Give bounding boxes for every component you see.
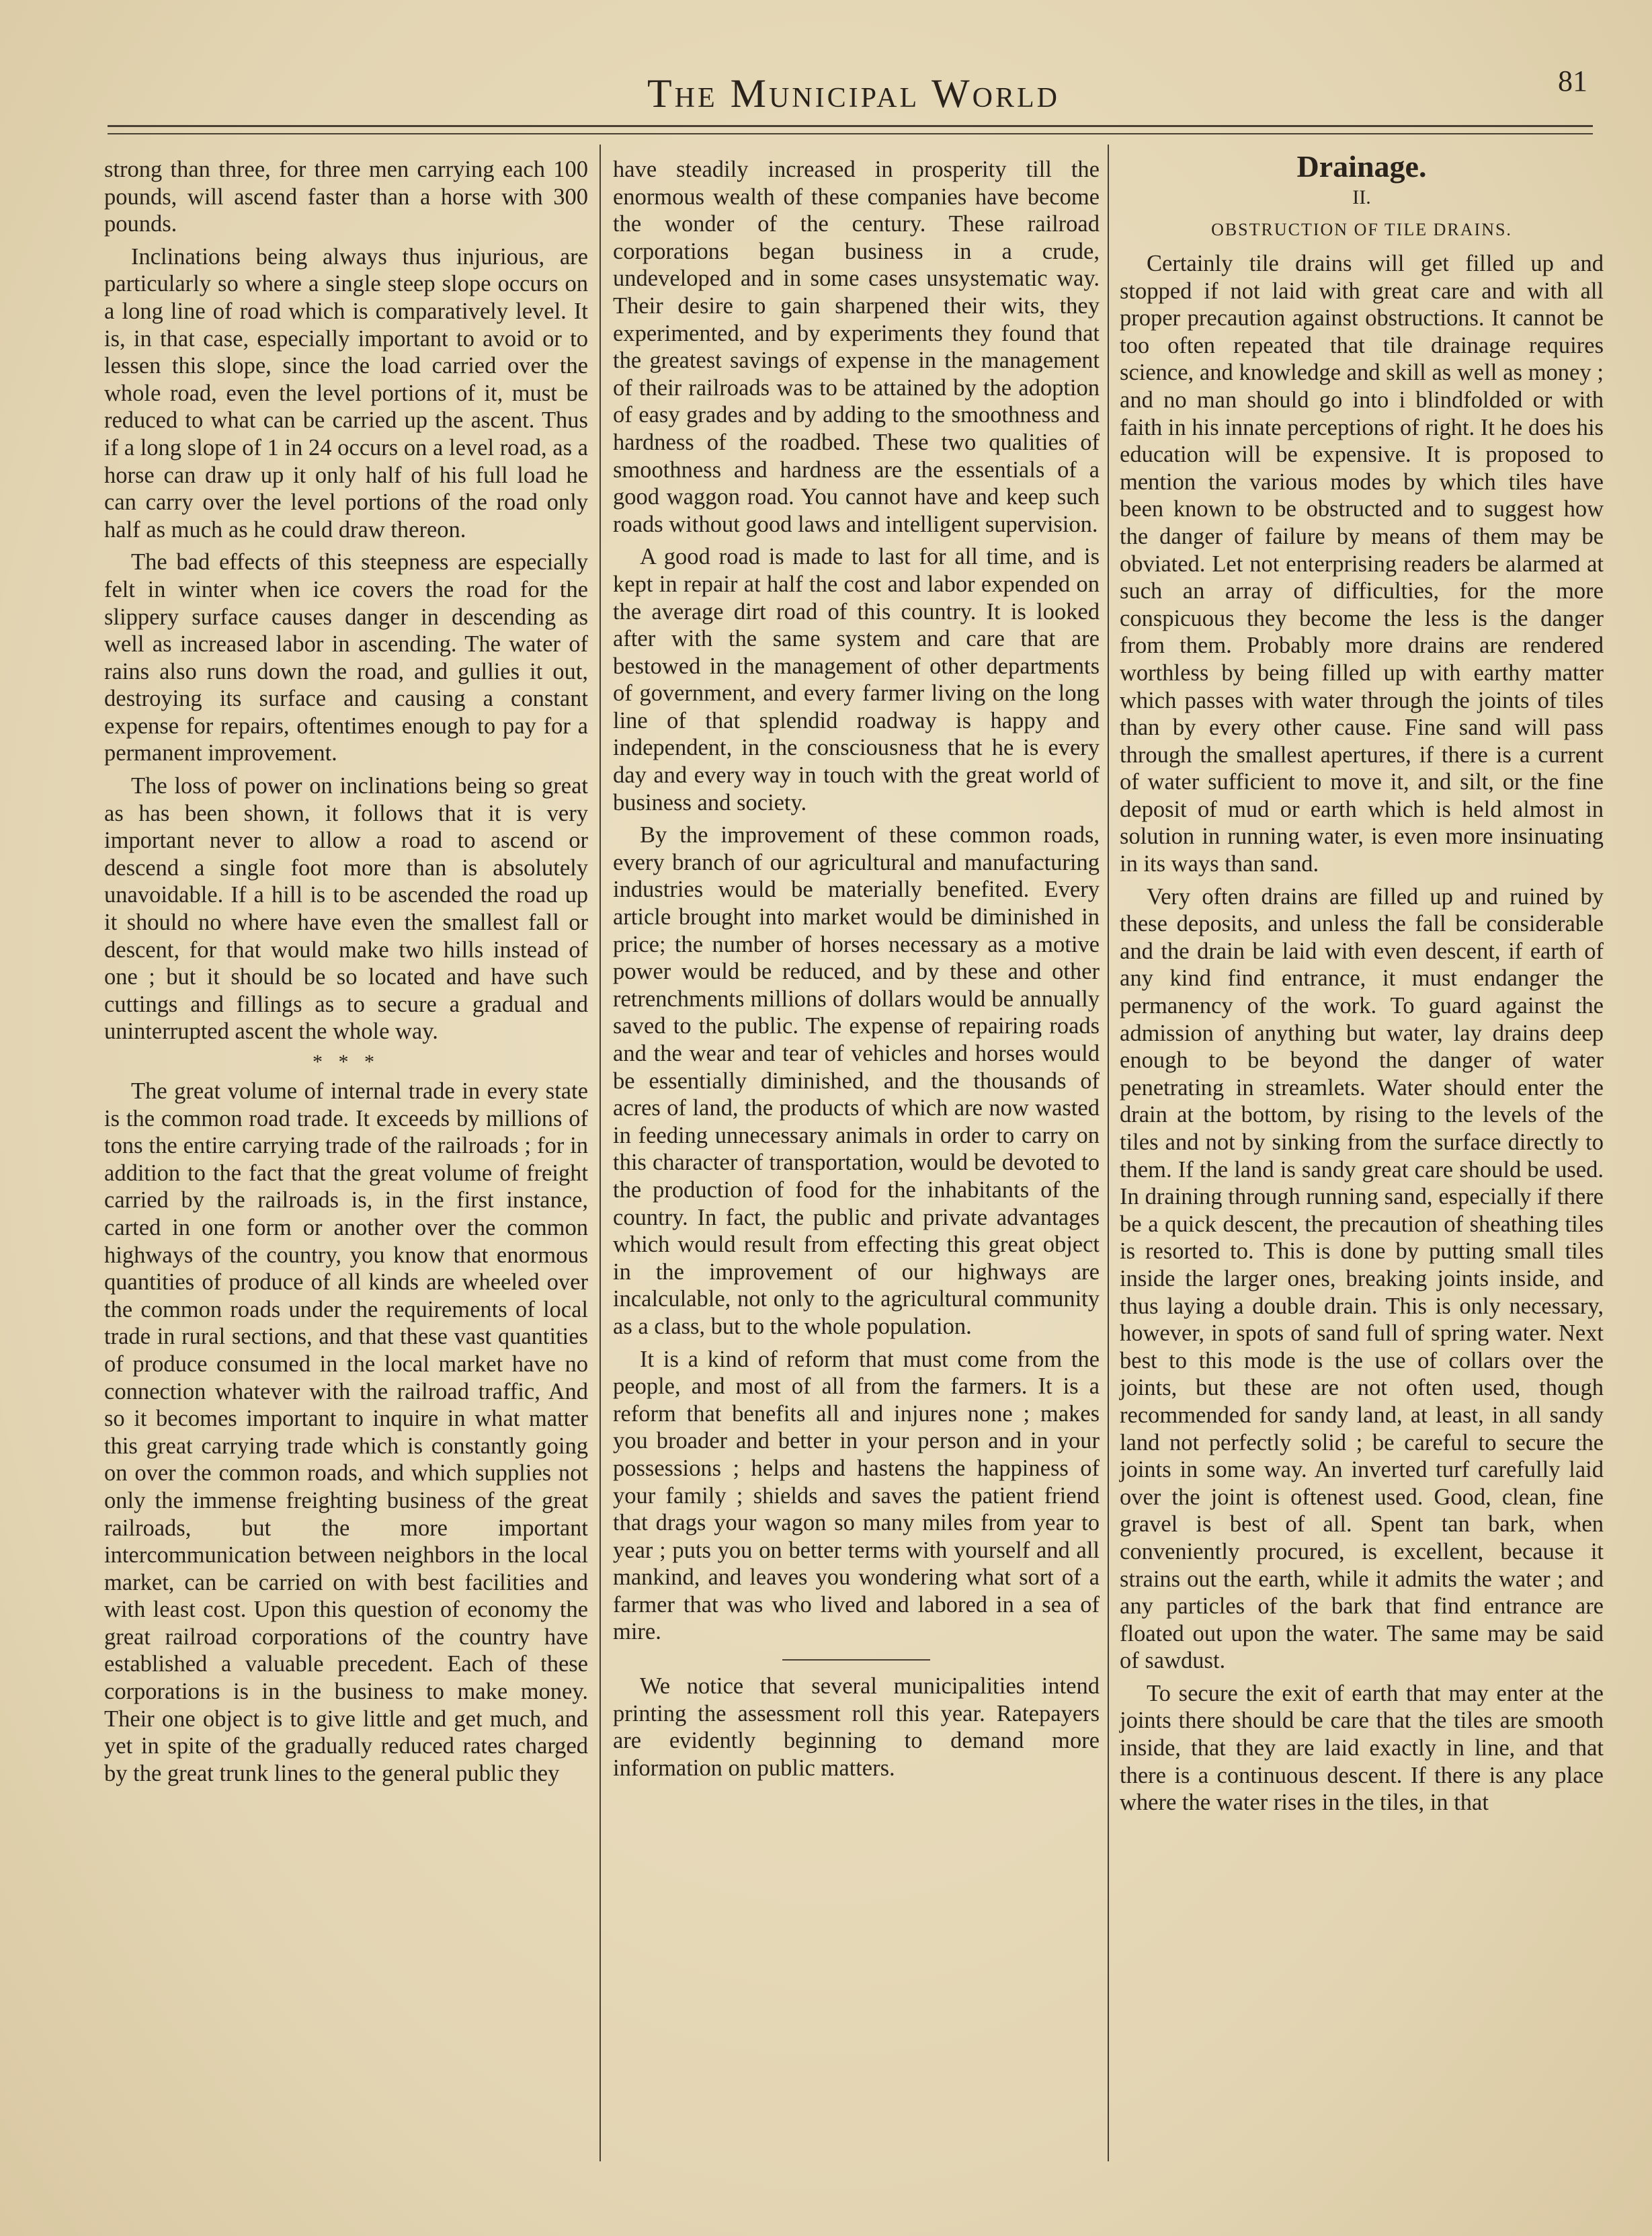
column-right (1120, 149, 1604, 1822)
article-title: Drainage. (1296, 149, 1427, 184)
paragraph: have steadily increased in prosperity till the enormous wealth of these companies have become the wonder of the century. These railroad corporations began business in a crude, undeveloped and in some cases unsystematic way. Their desire to gain sharpened their wits, they experimented, and by experiments they found that the greatest savings of expense in the management of their railroads was to be attained by the adoption of easy grades and by adding to the smoothness and hardness of the roadbed. These two qualities of smoothness and hardness are the essentials of a good waggon road. You cannot have and keep such roads without good laws and intelligent supervision. (613, 157, 1100, 537)
paragraph: Very often drains are filled up and ruined by these deposits, and unless the fall be considerable and the drain be laid with even descent, if earth of any kind find entrance, it must endanger the permanency of the work. To guard against the admission of anything but water, lay drains deep enough to be beyond the danger of water penetrating in streamlets. Water should enter the drain at the bottom, by rising to the levels of the tiles and not by sinking from the surface directly to them. If the land is sandy great care should be used. In draining through running sand, especially if there be a quick descent, the precaution of sheathing tiles is resorted to. This is done by putting small tiles inside the larger ones, breaking joints inside, and thus laying a double drain. This is only necessary, however, in spots of sand full of spring water. Next best to this mode is the use of collars over the joints, but these are not often used, though recommended for sandy land, at least, in all sandy land not perfectly solid ; be careful to secure the joints in some way. An inverted turf carefully laid over the joint is oftenest used. Good, clean, fine gravel is best of all. Spent tan bark, when conveniently procured, is excellent, because it strains out the earth, while it admits the water ; and any particles of the bark that find entrance are floated out upon the water. The same may be said of sawdust. (1120, 883, 1604, 1674)
column-left (104, 156, 588, 1792)
article-subtitle: OBSTRUCTION OF TILE DRAINS. (1211, 220, 1512, 239)
paragraph: Certainly tile drains will get filled up and stopped if not laid with great care and with all proper precaution against obstructions. It cannot be too often repeated that tile drainage requires science, and knowledge and skill as well as money ; and no man should go into i blindfolded or with faith in his innate perceptions of right. It he does his education will be expensive. It is proposed to mention the various modes by which tiles have been known to be obstructed and to suggest how the danger of failure by means of them may be obviated. Let not enterprising readers be alarmed at such an array of difficulties, for the more conspicuous they become the less is the danger from them. Probably more drains are rendered worthless by being filled up with earthy matter which passes with water through the joints of tiles than by every other cause. Fine sand will pass through the smallest apertures, if there is a current of water sufficient to move it, and silt, or the fine deposit of mud or earth which is held almost in solution in running water, is even more insinuating in its ways than sand. (1120, 251, 1604, 877)
paragraph: The great volume of internal trade in every state is the common road trade. It exceeds by millions of tons the entire carrying trade of the railroads ; for in addition to the fact that the great volume of freight carried by the railroads is, in the first instance, carted in one form or another over the common highways of the country, you know that enormous quantities of produce of all kinds are wheeled over the common roads under the requirements of local trade in rural sections, and that these vast quantities of produce consumed in the local market have no connection whatever with the railroad traffic, And so it becomes important to inquire in what matter this great carrying trade which is constantly going on over the common roads, and which supplies not only the immense freighting business of the great railroads, but the more important intercommunication between neighbors in the local market, can be carried on with best facilities and with least cost. Upon this question of economy the great railroad corporations of the country have established a valuable precedent. Each of these corporations is in the business to make money. Their one object is to give little and get much, and yet in spite of the gradually reduced rates charged by the great trunk lines to the general public they (104, 1078, 588, 1786)
header-rule-thin (108, 133, 1593, 134)
column-divider-left (600, 145, 601, 2161)
article-part-number: II. (1352, 186, 1371, 208)
notice-paragraph: We notice that several municipalities intend printing the assessment roll this year. Ratepayers are evidently beginning to demand more information on public matters. (613, 1673, 1100, 1781)
header-rule-thick (108, 125, 1593, 127)
paragraph: Inclinations being always thus injurious, are particularly so where a single steep slope occurs on a long line of road which is comparatively level. It is, in that case, especially important to avoid or to lessen this slope, since the load carried over the whole road, even the level portions of it, must be reduced to what can be carried up the ascent. Thus if a long slope of 1 in 24 occurs on a level road, as a horse can draw up it only half of his full load he can carry over the level portions of the road only half as much as he could draw thereon. (104, 243, 588, 543)
page-number: 81 (1558, 65, 1587, 97)
masthead-title: The Municipal World (647, 71, 1060, 116)
paragraph: strong than three, for three men carrying each 100 pounds, will ascend faster than a horse with 300 pounds. (104, 157, 588, 237)
notice-divider (782, 1659, 930, 1661)
paragraph: A good road is made to last for all time, and is kept in repair at half the cost and labor expended on the average dirt road of this country. It is looked after with the same system and care that are bestowed in the management of other departments of government, and every farmer living on the long line of that splendid roadway is happy and independent, in the consciousness that he is every day and every way in touch with the great world of business and society. (613, 544, 1100, 815)
section-separator: * * * (313, 1051, 380, 1073)
paragraph: The loss of power on inclinations being so great as has been shown, it follows that it is very important never to allow a road to ascend or descend a single foot more than is absolutely unavoidable. If a hill is to be ascended the road up it should no where have even the smallest fall or descent, for that would make two hills instead of one ; but it should be so located and have such cuttings and fillings as to secure a gradual and uninterrupted ascent the whole way. (104, 773, 588, 1045)
column-middle (613, 156, 1100, 1787)
column-divider-right (1108, 145, 1109, 2161)
paragraph: It is a kind of reform that must come from the people, and most of all from the farmers. It is a reform that benefits all and injures none ; makes you broader and better in your person and in your possessions ; helps and hastens the happiness of your family ; shields and saves the patient friend that drags your wagon so many miles from year to year ; puts you on better terms with yourself and all mankind, and leaves you wondering what sort of a farmer that was who lived and labored in a sea of mire. (613, 1346, 1100, 1645)
paragraph: To secure the exit of earth that may enter at the joints there should be care that the tiles are smooth inside, that they are laid exactly in line, and that there is a continuous descent. If there is any place where the water rises in the tiles, in that (1120, 1680, 1604, 1816)
paragraph: The bad effects of this steepness are especially felt in winter when ice covers the road for the slippery surface causes danger in descending as well as increased labor in ascending. The water of rains also runs down the road, and gullies it out, destroying its surface and causing a constant expense for repairs, oftentimes enough to pay for a permanent improvement. (104, 549, 588, 766)
paragraph: By the improvement of these common roads, every branch of our agricultural and manufacturing industries would be materially benefited. Every article brought into market would be diminished in price; the number of horses necessary as a motive power would be reduced, and by these and other retrenchments millions of dollars would be annually saved to the public. The expense of repairing roads and the wear and tear of vehicles and horses would be essentially diminished, and the thousands of acres of land, the products of which are now wasted in feeding unnecessary animals in order to carry on this character of transportation, would be devoted to the production of food for the inhabitants of the country. In fact, the public and private advantages which would result from effecting this great object in the improvement of our highways are incalculable, not only to the agricultural community as a class, but to the whole population. (613, 822, 1100, 1339)
